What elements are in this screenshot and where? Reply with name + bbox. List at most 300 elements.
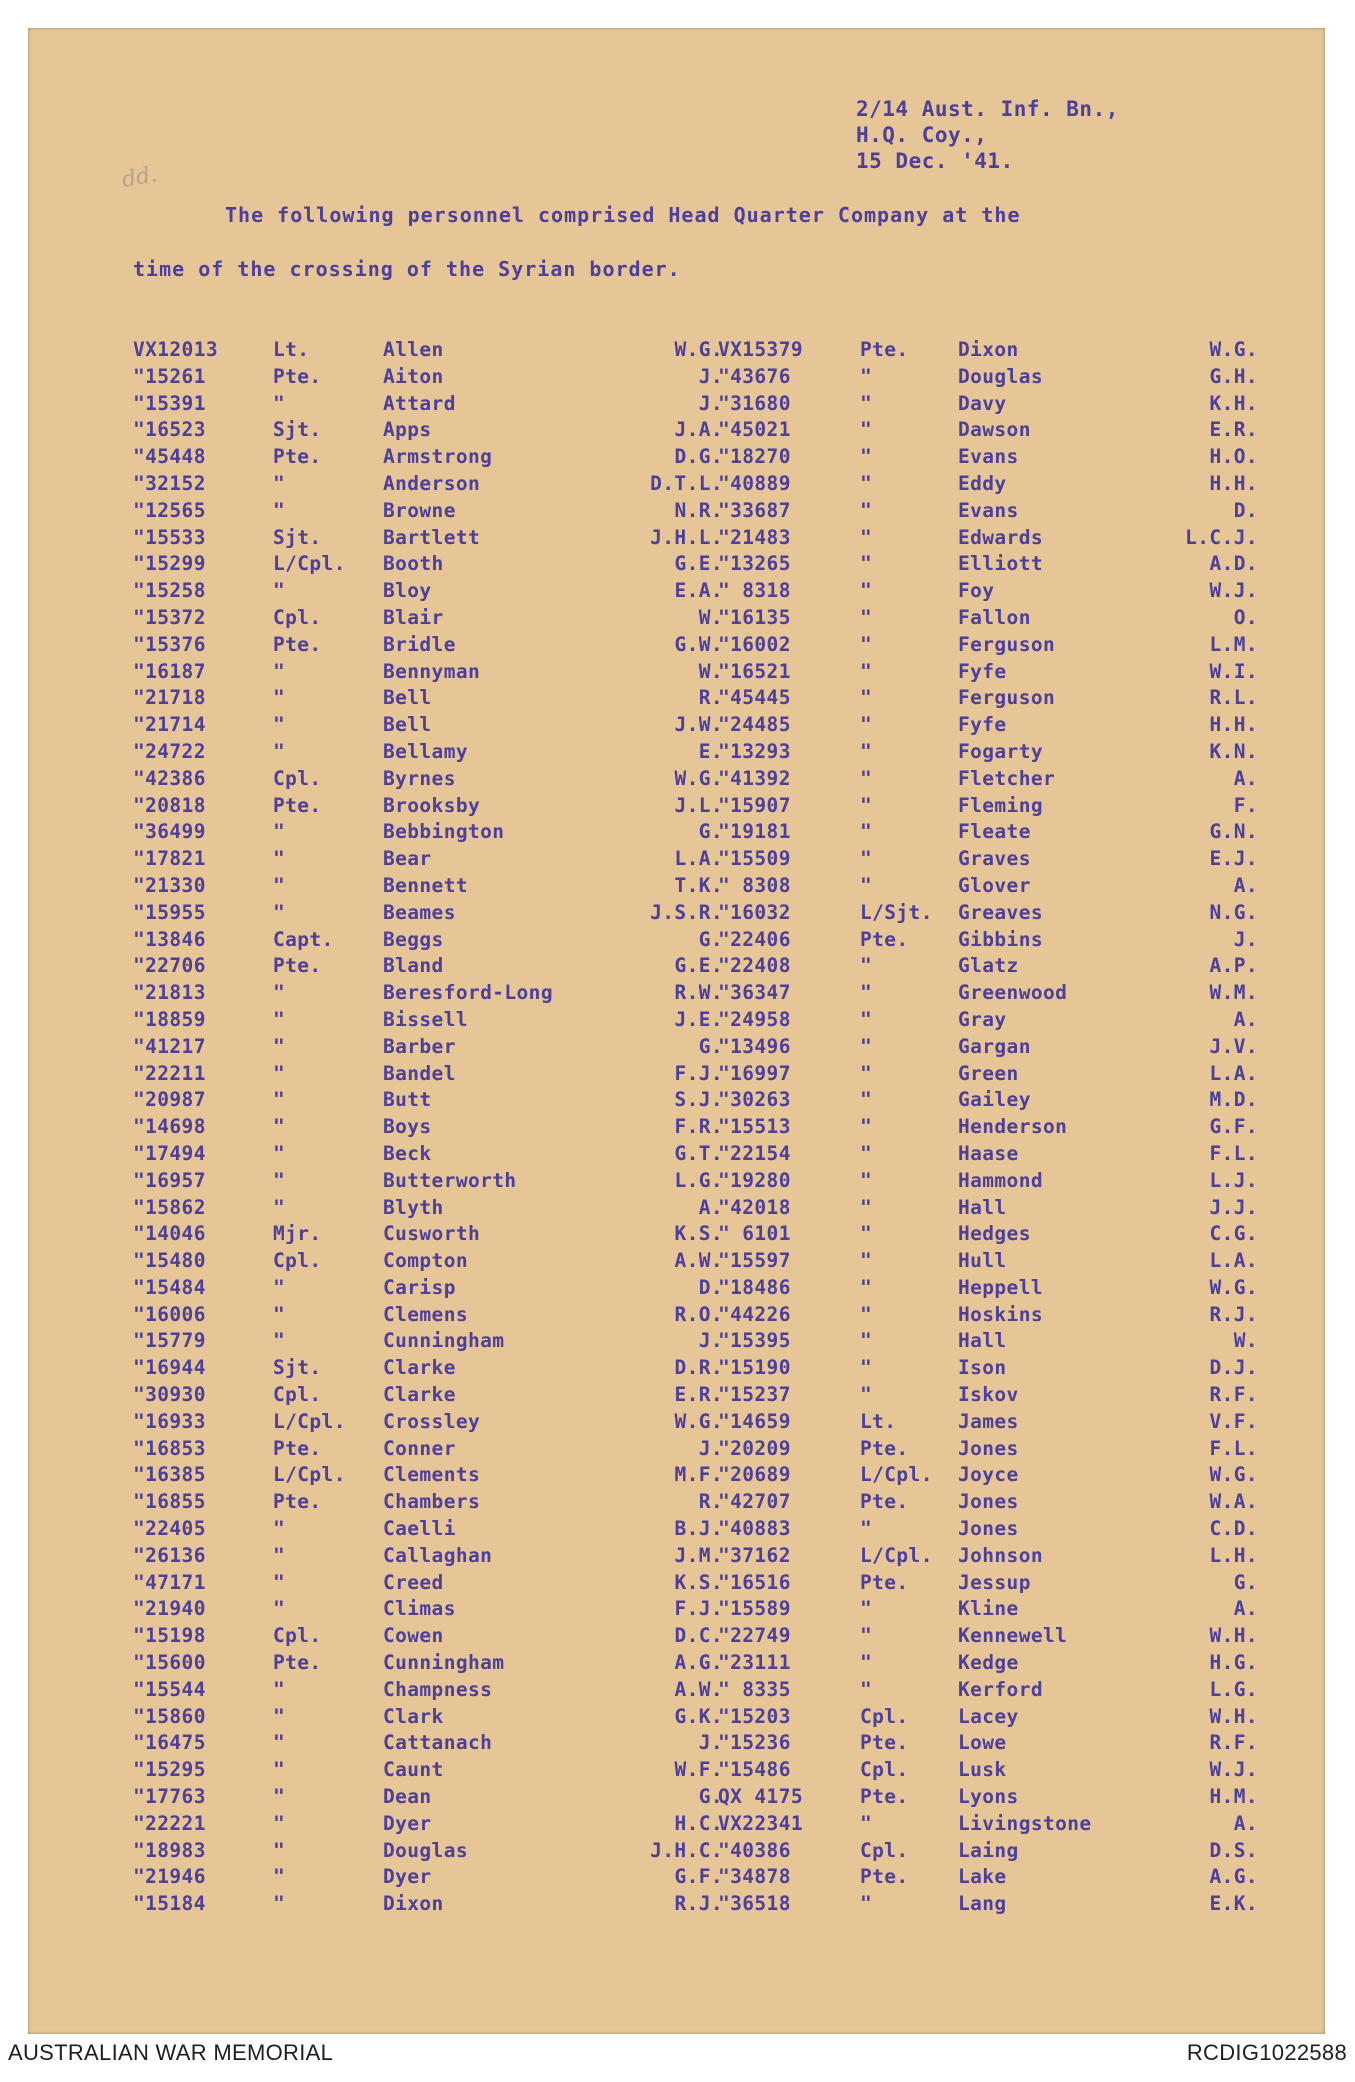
roster-row [133,1034,723,1062]
initials: G.W. [674,632,723,656]
surname: Chambers [383,1490,481,1514]
service-number: "14698 [133,1115,206,1139]
service-number: "15589 [718,1597,791,1621]
roster-row [133,766,723,794]
surname: Bissell [383,1007,468,1031]
rank: " [860,1677,873,1701]
service-number: "45021 [718,418,791,442]
surname: Ison [958,1356,1007,1380]
rank: " [273,1141,286,1165]
surname: Lacey [958,1704,1019,1728]
surname: Caunt [383,1758,444,1782]
surname: Greaves [958,900,1043,924]
roster-row [133,873,723,901]
rank: " [273,1677,286,1701]
surname: Greenwood [958,981,1068,1005]
surname: Laing [958,1838,1019,1862]
service-number: "21714 [133,713,206,737]
rank: " [273,981,286,1005]
initials: D. [1233,498,1258,522]
roster-row [133,1302,723,1330]
service-number: "15236 [718,1731,791,1755]
rank: Pte. [273,954,322,978]
roster-row [133,632,723,660]
initials: G. [698,820,723,844]
rank: Pte. [860,338,909,361]
roster-row [133,1249,723,1276]
initials: N.R. [674,498,723,522]
roster-row [133,471,723,499]
initials: L.H. [1209,1543,1258,1567]
roster-row [133,1704,723,1732]
rank: Pte. [273,1490,322,1514]
rank: Capt. [273,927,334,951]
service-number: " 8335 [718,1677,791,1701]
service-number: "16957 [133,1168,206,1192]
service-number: "15237 [718,1383,791,1407]
roster-row [718,1115,1258,1142]
surname: Ferguson [958,686,1056,710]
service-number: "16135 [718,605,791,629]
initials: J. [698,391,723,415]
rank: " [860,847,873,871]
rank: " [860,1195,873,1219]
roster-row [133,1088,723,1115]
service-number: "15372 [133,605,206,629]
surname: Edwards [958,525,1043,549]
initials: B.J. [674,1517,723,1541]
surname: Iskov [958,1383,1019,1407]
rank: Pte. [273,364,322,388]
surname: Cowen [383,1624,444,1648]
service-number: "21940 [133,1597,206,1621]
service-number: "17763 [133,1785,206,1809]
surname: Armstrong [383,445,493,469]
initials: A.G. [674,1651,723,1675]
surname: Jones [958,1436,1019,1460]
surname: Barber [383,1034,456,1058]
roster-row [718,1758,1258,1785]
rank: Pte. [273,793,322,817]
roster-row [133,1356,723,1383]
initials: G.E. [674,552,723,576]
surname: Aiton [383,364,444,388]
rank: " [273,579,286,603]
service-number: "30930 [133,1383,206,1407]
rank: " [860,981,873,1005]
surname: Clemens [383,1302,468,1326]
rank: " [860,1383,873,1407]
roster-row [718,1008,1258,1035]
roster-row [133,1195,723,1223]
initials: K.H. [1209,391,1258,415]
rank: " [273,739,286,763]
initials: D.R. [674,1356,723,1380]
roster-row [718,1437,1258,1464]
roster-row [133,1436,723,1464]
initials: J. [698,364,723,388]
surname: Attard [383,391,456,415]
rank: " [860,766,873,790]
roster-row [718,1544,1258,1571]
rank: " [273,873,286,897]
roster-row [133,1597,723,1624]
initials: L.A. [1209,1061,1258,1085]
surname: Fyfe [958,713,1007,737]
rank: " [273,1704,286,1728]
rank: Cpl. [273,605,322,629]
rank: " [860,659,873,683]
initials: E.R. [674,1383,723,1407]
initials: G.E. [674,954,723,978]
roster-row [133,525,723,553]
initials: F.L. [1209,1436,1258,1460]
initials: G.F. [1209,1115,1258,1139]
initials: D.C. [674,1624,723,1648]
initials: G. [698,927,723,951]
initials: L.A. [674,847,723,871]
margin-annotation: dd. [120,162,160,193]
roster-row [718,1356,1258,1383]
service-number: "45445 [718,686,791,710]
service-number: "15486 [718,1758,791,1782]
rank: Sjt. [273,418,322,442]
surname: Kennewell [958,1624,1068,1648]
surname: Hoskins [958,1302,1043,1326]
roster-row [718,767,1258,794]
initials: J.H.C. [650,1838,723,1862]
service-number: "16944 [133,1356,206,1380]
roster-row [133,686,723,713]
rank: Cpl. [273,1249,322,1273]
rank: " [273,713,286,737]
rank: " [860,1811,873,1835]
service-number: "42707 [718,1490,791,1514]
surname: Bland [383,954,444,978]
rank: " [860,1007,873,1031]
surname: Heppell [958,1275,1043,1299]
roster-row [133,1383,723,1410]
service-number: "13496 [718,1034,791,1058]
rank: " [860,525,873,549]
surname: Foy [958,579,995,603]
rank: " [860,1061,873,1085]
initials: L.A. [1209,1249,1258,1273]
initials: L.G. [1209,1677,1258,1701]
rank: " [860,1651,873,1675]
roster-row [718,1169,1258,1196]
rank: " [860,1088,873,1112]
rank: Sjt. [273,1356,322,1380]
initials: G.N. [1209,820,1258,844]
service-number: "36499 [133,820,206,844]
rank: " [860,605,873,629]
initials: S.J. [674,1088,723,1112]
initials: E. [698,739,723,763]
roster-row [133,713,723,740]
initials: W. [698,659,723,683]
surname: Allen [383,338,444,361]
surname: Jessup [958,1570,1031,1594]
service-number: "15955 [133,900,206,924]
initials: G.T. [674,1141,723,1165]
rank: " [273,1811,286,1835]
initials: J. [698,1731,723,1755]
rank: Pte. [860,1436,909,1460]
initials: H.M. [1209,1785,1258,1809]
surname: Livingstone [958,1811,1092,1835]
service-number: "16521 [718,659,791,683]
roster-row [133,1785,723,1812]
roster-row [718,1812,1258,1839]
surname: Bartlett [383,525,481,549]
roster-row [133,1463,723,1490]
rank: L/Cpl. [273,1463,346,1487]
header-unit: 2/14 Aust. Inf. Bn., [856,97,1119,121]
initials: J.J. [1209,1195,1258,1219]
roster-row [133,364,723,392]
surname: Creed [383,1570,444,1594]
roster-row [133,1141,723,1169]
initials: H.H. [1209,713,1258,737]
surname: Bell [383,713,432,737]
rank: " [273,1517,286,1541]
rank: " [273,1302,286,1326]
initials: W.G. [674,1409,723,1433]
roster-row [718,1490,1258,1517]
rank: L/Cpl. [860,1543,933,1567]
roster-row [133,1651,723,1678]
initials: R. [698,1490,723,1514]
initials: R.F. [1209,1731,1258,1755]
rank: Cpl. [273,1624,322,1648]
service-number: "43676 [718,364,791,388]
service-number: "44226 [718,1302,791,1326]
initials: J.H.L. [650,525,723,549]
roster-row [133,605,723,633]
surname: Butt [383,1088,432,1112]
rank: " [273,1034,286,1058]
service-number: "15391 [133,391,206,415]
surname: Lake [958,1865,1007,1889]
surname: Lang [958,1892,1007,1916]
roster-row [718,1142,1258,1169]
rank: " [860,1517,873,1541]
initials: A.P. [1209,954,1258,978]
rank: " [273,1865,286,1889]
initials: D. [698,1275,723,1299]
surname: Jones [958,1517,1019,1541]
surname: Beggs [383,927,444,951]
roster-row [718,1651,1258,1678]
service-number: "45448 [133,445,206,469]
initials: K.S. [674,1570,723,1594]
rank: " [860,1275,873,1299]
initials: R.J. [674,1892,723,1916]
initials: W. [1233,1329,1258,1353]
service-number: "15261 [133,364,206,388]
surname: Beames [383,900,456,924]
service-number: "20818 [133,793,206,817]
roster-row [133,739,723,767]
service-number: " 8308 [718,873,791,897]
surname: Clements [383,1463,481,1487]
initials: C.D. [1209,1517,1258,1541]
initials: F.R. [674,1115,723,1139]
rank: Pte. [860,1785,909,1809]
service-number: "15190 [718,1356,791,1380]
service-number: "34878 [718,1865,791,1889]
surname: Dixon [383,1892,444,1916]
roster-row [718,365,1258,392]
surname: Bell [383,686,432,710]
initials: A.D. [1209,552,1258,576]
service-number: "30263 [718,1088,791,1112]
rank: " [273,820,286,844]
rank: " [860,471,873,495]
roster-row [133,1168,723,1196]
surname: Gibbins [958,927,1043,951]
roster-row [133,1329,723,1356]
service-number: "15184 [133,1892,206,1916]
roster-row [718,1303,1258,1330]
rank: Cpl. [860,1704,909,1728]
rank: " [273,1168,286,1192]
surname: Fallon [958,605,1031,629]
roster-row [718,1035,1258,1062]
roster-row [133,1677,723,1705]
roster-row [718,794,1258,821]
service-number: "20689 [718,1463,791,1487]
initials: M.F. [674,1463,723,1487]
initials: W.G. [674,766,723,790]
service-number: "16523 [133,418,206,442]
roster-row [133,1570,723,1598]
surname: Kline [958,1597,1019,1621]
service-number: "16855 [133,1490,206,1514]
surname: Gargan [958,1034,1031,1058]
initials: W.A. [1209,1490,1258,1514]
surname: Gray [958,1007,1007,1031]
surname: Dawson [958,418,1031,442]
service-number: "15860 [133,1704,206,1728]
rank: " [860,579,873,603]
roster-row [718,847,1258,874]
initials: H.O. [1209,445,1258,469]
roster-row [718,1196,1258,1223]
service-number: "41217 [133,1034,206,1058]
rank: " [273,1758,286,1782]
roster-row [718,660,1258,687]
surname: Eddy [958,471,1007,495]
initials: D.J. [1209,1356,1258,1380]
service-number: "15513 [718,1115,791,1139]
service-number: "23111 [718,1651,791,1675]
service-number: "20209 [718,1436,791,1460]
roster-row [133,793,723,821]
service-number: "15484 [133,1275,206,1299]
service-number: "31680 [718,391,791,415]
roster-row [133,445,723,472]
service-number: "32152 [133,471,206,495]
surname: Bridle [383,632,456,656]
initials: J.E. [674,1007,723,1031]
service-number: "40883 [718,1517,791,1541]
roster-row [718,1865,1258,1892]
rank: " [860,1168,873,1192]
surname: Fogarty [958,739,1043,763]
roster-row [718,1088,1258,1115]
roster-row [718,928,1258,955]
initials: K.S. [674,1222,723,1246]
roster-row [133,1865,723,1892]
surname: Callaghan [383,1543,493,1567]
initials: T.K. [674,873,723,897]
roster-row [133,1758,723,1785]
service-number: "42386 [133,766,206,790]
service-number: "13265 [718,552,791,576]
surname: Hall [958,1195,1007,1219]
roster-row [718,1839,1258,1866]
roster-row [133,498,723,526]
initials: K.N. [1209,739,1258,763]
service-number: "13293 [718,739,791,763]
initials: F.J. [674,1597,723,1621]
rank: L/Cpl. [860,1463,933,1487]
initials: J.S.R. [650,900,723,924]
service-number: "15203 [718,1704,791,1728]
surname: Fleate [958,820,1031,844]
rank: " [273,1195,286,1219]
service-number: "18486 [718,1275,791,1299]
initials: J.L. [674,793,723,817]
service-number: "40889 [718,471,791,495]
rank: " [860,1597,873,1621]
initials: A. [1233,766,1258,790]
surname: Douglas [383,1838,468,1862]
roster-row [718,552,1258,579]
roster-row [718,981,1258,1008]
service-number: "15862 [133,1195,206,1219]
roster-row [718,713,1258,740]
rank: " [860,391,873,415]
rank: Pte. [273,632,322,656]
roster-row [133,1892,723,1919]
service-number: "24958 [718,1007,791,1031]
rank: " [860,552,873,576]
surname: Henderson [958,1115,1068,1139]
rank: Cpl. [860,1838,909,1862]
intro-line-2: time of the crossing of the Syrian border. [133,257,681,281]
roster-row [133,1222,723,1249]
document-header [856,96,1119,174]
initials: G.K. [674,1704,723,1728]
service-number: "13846 [133,927,206,951]
service-number: "47171 [133,1570,206,1594]
service-number: "15533 [133,525,206,549]
surname: Apps [383,418,432,442]
rank: " [860,1624,873,1648]
initials: A. [1233,1597,1258,1621]
service-number: "12565 [133,498,206,522]
initials: C.G. [1209,1222,1258,1246]
rank: " [273,1061,286,1085]
initials: A.W. [674,1677,723,1701]
service-number: "18983 [133,1838,206,1862]
service-number: "19280 [718,1168,791,1192]
surname: Graves [958,847,1031,871]
rank: " [860,364,873,388]
